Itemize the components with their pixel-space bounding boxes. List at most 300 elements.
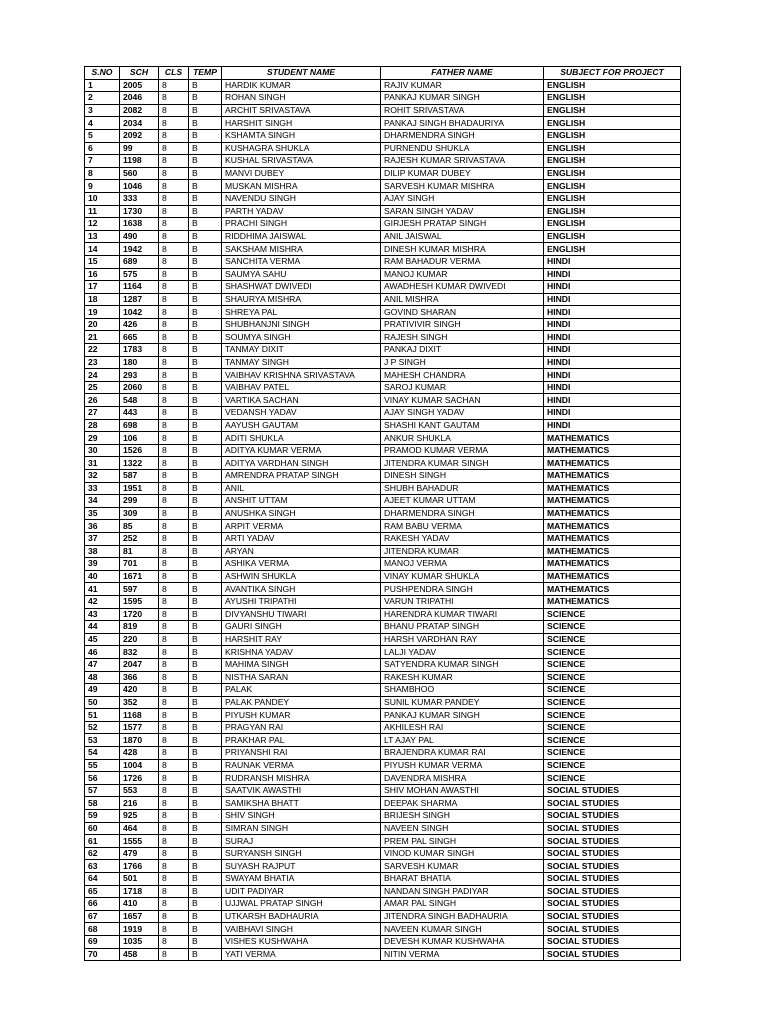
sch-cell: 1046 xyxy=(120,180,159,193)
table-row xyxy=(85,457,681,470)
sch-cell: 1595 xyxy=(120,595,159,608)
table-row xyxy=(85,155,681,168)
sch-cell: 553 xyxy=(120,784,159,797)
table-row xyxy=(85,621,681,634)
temp-cell: B xyxy=(189,205,222,218)
subject-cell: SCIENCE xyxy=(544,721,681,734)
sno-cell: 55 xyxy=(85,759,120,772)
table-row xyxy=(85,721,681,734)
sno-cell: 25 xyxy=(85,381,120,394)
student-name-cell: PIYUSH KUMAR xyxy=(222,709,381,722)
father-name-cell: DHARMENDRA SINGH xyxy=(381,507,544,520)
father-name-cell: RAJESH SINGH xyxy=(381,331,544,344)
sno-cell: 66 xyxy=(85,898,120,911)
sch-cell: 1526 xyxy=(120,444,159,457)
student-name-cell: ANSHIT UTTAM xyxy=(222,495,381,508)
table-row xyxy=(85,583,681,596)
father-name-cell: ROHIT SRIVASTAVA xyxy=(381,104,544,117)
father-name-cell: GOVIND SHARAN xyxy=(381,306,544,319)
cls-cell: 8 xyxy=(159,369,189,382)
subject-cell: MATHEMATICS xyxy=(544,570,681,583)
subject-cell: ENGLISH xyxy=(544,192,681,205)
student-name-cell: KUSHAGRA SHUKLA xyxy=(222,142,381,155)
subject-cell: SOCIAL STUDIES xyxy=(544,935,681,948)
cls-cell: 8 xyxy=(159,507,189,520)
cls-cell: 8 xyxy=(159,835,189,848)
subject-cell: HINDI xyxy=(544,281,681,294)
cls-cell: 8 xyxy=(159,948,189,961)
sch-cell: 1870 xyxy=(120,734,159,747)
father-name-cell: VARUN TRIPATHI xyxy=(381,595,544,608)
header-sno: S.NO xyxy=(85,67,120,80)
temp-cell: B xyxy=(189,646,222,659)
student-name-cell: NISTHA SARAN xyxy=(222,671,381,684)
subject-cell: SCIENCE xyxy=(544,772,681,785)
sno-cell: 13 xyxy=(85,230,120,243)
father-name-cell: NAVEEN SINGH xyxy=(381,822,544,835)
student-name-cell: SIMRAN SINGH xyxy=(222,822,381,835)
student-name-cell: SUYASH RAJPUT xyxy=(222,860,381,873)
student-name-cell: AVANTIKA SINGH xyxy=(222,583,381,596)
student-name-cell: TANMAY SINGH xyxy=(222,356,381,369)
sno-cell: 47 xyxy=(85,658,120,671)
sno-cell: 48 xyxy=(85,671,120,684)
sch-cell: 1726 xyxy=(120,772,159,785)
student-name-cell: ROHAN SINGH xyxy=(222,92,381,105)
temp-cell: B xyxy=(189,444,222,457)
temp-cell: B xyxy=(189,810,222,823)
subject-cell: SOCIAL STUDIES xyxy=(544,822,681,835)
table-row xyxy=(85,696,681,709)
table-row xyxy=(85,759,681,772)
table-row xyxy=(85,797,681,810)
table-row xyxy=(85,407,681,420)
student-name-cell: SAMIKSHA BHATT xyxy=(222,797,381,810)
temp-cell: B xyxy=(189,180,222,193)
sch-cell: 832 xyxy=(120,646,159,659)
cls-cell: 8 xyxy=(159,281,189,294)
sch-cell: 352 xyxy=(120,696,159,709)
table-row xyxy=(85,205,681,218)
sno-cell: 50 xyxy=(85,696,120,709)
table-row xyxy=(85,923,681,936)
father-name-cell: PRATIVIVIR SINGH xyxy=(381,318,544,331)
temp-cell: B xyxy=(189,243,222,256)
father-name-cell: RAM BABU VERMA xyxy=(381,520,544,533)
table-row xyxy=(85,520,681,533)
sno-cell: 14 xyxy=(85,243,120,256)
sch-cell: 587 xyxy=(120,470,159,483)
table-row xyxy=(85,318,681,331)
cls-cell: 8 xyxy=(159,218,189,231)
sno-cell: 5 xyxy=(85,129,120,142)
sno-cell: 56 xyxy=(85,772,120,785)
subject-cell: SCIENCE xyxy=(544,747,681,760)
sno-cell: 24 xyxy=(85,369,120,382)
cls-cell: 8 xyxy=(159,432,189,445)
sch-cell: 1783 xyxy=(120,344,159,357)
father-name-cell: LT AJAY PAL xyxy=(381,734,544,747)
student-name-cell: HARSHIT SINGH xyxy=(222,117,381,130)
sno-cell: 61 xyxy=(85,835,120,848)
sno-cell: 54 xyxy=(85,747,120,760)
cls-cell: 8 xyxy=(159,381,189,394)
temp-cell: B xyxy=(189,658,222,671)
cls-cell: 8 xyxy=(159,822,189,835)
student-name-cell: PRACHI SINGH xyxy=(222,218,381,231)
father-name-cell: PIYUSH KUMAR VERMA xyxy=(381,759,544,772)
subject-cell: HINDI xyxy=(544,255,681,268)
subject-cell: HINDI xyxy=(544,369,681,382)
subject-cell: SOCIAL STUDIES xyxy=(544,873,681,886)
temp-cell: B xyxy=(189,860,222,873)
temp-cell: B xyxy=(189,948,222,961)
sno-cell: 16 xyxy=(85,268,120,281)
father-name-cell: LALJI YADAV xyxy=(381,646,544,659)
temp-cell: B xyxy=(189,558,222,571)
sno-cell: 64 xyxy=(85,873,120,886)
temp-cell: B xyxy=(189,545,222,558)
subject-cell: SOCIAL STUDIES xyxy=(544,910,681,923)
temp-cell: B xyxy=(189,621,222,634)
temp-cell: B xyxy=(189,696,222,709)
sno-cell: 49 xyxy=(85,684,120,697)
table-row xyxy=(85,671,681,684)
header-cls: CLS xyxy=(159,67,189,80)
father-name-cell: SATYENDRA KUMAR SINGH xyxy=(381,658,544,671)
cls-cell: 8 xyxy=(159,898,189,911)
temp-cell: B xyxy=(189,772,222,785)
father-name-cell: JITENDRA KUMAR xyxy=(381,545,544,558)
temp-cell: B xyxy=(189,873,222,886)
sch-cell: 1720 xyxy=(120,608,159,621)
table-row xyxy=(85,192,681,205)
temp-cell: B xyxy=(189,306,222,319)
subject-cell: HINDI xyxy=(544,293,681,306)
temp-cell: B xyxy=(189,457,222,470)
sch-cell: 1042 xyxy=(120,306,159,319)
sch-cell: 333 xyxy=(120,192,159,205)
table-row xyxy=(85,747,681,760)
sno-cell: 37 xyxy=(85,532,120,545)
cls-cell: 8 xyxy=(159,532,189,545)
father-name-cell: VINAY KUMAR SHUKLA xyxy=(381,570,544,583)
student-name-cell: YATI VERMA xyxy=(222,948,381,961)
sno-cell: 31 xyxy=(85,457,120,470)
sno-cell: 27 xyxy=(85,407,120,420)
header-row xyxy=(85,67,681,80)
temp-cell: B xyxy=(189,608,222,621)
table-row xyxy=(85,255,681,268)
subject-cell: HINDI xyxy=(544,419,681,432)
student-name-cell: ARPIT VERMA xyxy=(222,520,381,533)
student-name-cell: KUSHAL SRIVASTAVA xyxy=(222,155,381,168)
sch-cell: 1730 xyxy=(120,205,159,218)
sch-cell: 293 xyxy=(120,369,159,382)
temp-cell: B xyxy=(189,784,222,797)
table-row xyxy=(85,810,681,823)
cls-cell: 8 xyxy=(159,633,189,646)
temp-cell: B xyxy=(189,721,222,734)
temp-cell: B xyxy=(189,835,222,848)
sch-cell: 1718 xyxy=(120,885,159,898)
temp-cell: B xyxy=(189,885,222,898)
father-name-cell: BHANU PRATAP SINGH xyxy=(381,621,544,634)
table-row xyxy=(85,117,681,130)
student-name-cell: PRAGYAN RAI xyxy=(222,721,381,734)
subject-cell: HINDI xyxy=(544,381,681,394)
student-name-cell: AYUSHI TRIPATHI xyxy=(222,595,381,608)
father-name-cell: BRIJESH SINGH xyxy=(381,810,544,823)
sch-cell: 180 xyxy=(120,356,159,369)
sno-cell: 41 xyxy=(85,583,120,596)
student-name-cell: MAHIMA SINGH xyxy=(222,658,381,671)
subject-cell: HINDI xyxy=(544,407,681,420)
cls-cell: 8 xyxy=(159,92,189,105)
sch-cell: 1322 xyxy=(120,457,159,470)
table-row xyxy=(85,595,681,608)
table-row xyxy=(85,444,681,457)
cls-cell: 8 xyxy=(159,205,189,218)
subject-cell: HINDI xyxy=(544,344,681,357)
cls-cell: 8 xyxy=(159,747,189,760)
subject-cell: SOCIAL STUDIES xyxy=(544,797,681,810)
sno-cell: 39 xyxy=(85,558,120,571)
header-student-name: STUDENT NAME xyxy=(222,67,381,80)
student-name-cell: ADITYA VARDHAN SINGH xyxy=(222,457,381,470)
cls-cell: 8 xyxy=(159,935,189,948)
father-name-cell: DHARMENDRA SINGH xyxy=(381,129,544,142)
temp-cell: B xyxy=(189,92,222,105)
sch-cell: 689 xyxy=(120,255,159,268)
subject-cell: MATHEMATICS xyxy=(544,444,681,457)
table-row xyxy=(85,180,681,193)
father-name-cell: PANKAJ SINGH BHADAURIYA xyxy=(381,117,544,130)
table-row xyxy=(85,847,681,860)
sno-cell: 70 xyxy=(85,948,120,961)
sno-cell: 65 xyxy=(85,885,120,898)
sno-cell: 36 xyxy=(85,520,120,533)
temp-cell: B xyxy=(189,117,222,130)
temp-cell: B xyxy=(189,709,222,722)
temp-cell: B xyxy=(189,847,222,860)
sch-cell: 1951 xyxy=(120,482,159,495)
header-father-name: FATHER NAME xyxy=(381,67,544,80)
student-name-cell: SURYANSH SINGH xyxy=(222,847,381,860)
cls-cell: 8 xyxy=(159,759,189,772)
sno-cell: 33 xyxy=(85,482,120,495)
table-row xyxy=(85,860,681,873)
cls-cell: 8 xyxy=(159,180,189,193)
sno-cell: 11 xyxy=(85,205,120,218)
cls-cell: 8 xyxy=(159,646,189,659)
student-name-cell: PALAK xyxy=(222,684,381,697)
sch-cell: 1671 xyxy=(120,570,159,583)
student-name-cell: SAKSHAM MISHRA xyxy=(222,243,381,256)
sno-cell: 38 xyxy=(85,545,120,558)
student-name-cell: KRISHNA YADAV xyxy=(222,646,381,659)
father-name-cell: SUNIL KUMAR PANDEY xyxy=(381,696,544,709)
temp-cell: B xyxy=(189,482,222,495)
table-row xyxy=(85,885,681,898)
cls-cell: 8 xyxy=(159,230,189,243)
sch-cell: 420 xyxy=(120,684,159,697)
father-name-cell: JITENDRA KUMAR SINGH xyxy=(381,457,544,470)
father-name-cell: RAJESH KUMAR SRIVASTAVA xyxy=(381,155,544,168)
father-name-cell: DINESH SINGH xyxy=(381,470,544,483)
sno-cell: 28 xyxy=(85,419,120,432)
sch-cell: 252 xyxy=(120,532,159,545)
temp-cell: B xyxy=(189,356,222,369)
table-row xyxy=(85,281,681,294)
sch-cell: 819 xyxy=(120,621,159,634)
table-row xyxy=(85,432,681,445)
cls-cell: 8 xyxy=(159,394,189,407)
father-name-cell: MANOJ VERMA xyxy=(381,558,544,571)
subject-cell: ENGLISH xyxy=(544,230,681,243)
subject-cell: SOCIAL STUDIES xyxy=(544,923,681,936)
student-name-cell: UDIT PADIYAR xyxy=(222,885,381,898)
sno-cell: 43 xyxy=(85,608,120,621)
cls-cell: 8 xyxy=(159,268,189,281)
subject-cell: SCIENCE xyxy=(544,633,681,646)
table-row xyxy=(85,822,681,835)
temp-cell: B xyxy=(189,495,222,508)
temp-cell: B xyxy=(189,419,222,432)
subject-cell: ENGLISH xyxy=(544,205,681,218)
cls-cell: 8 xyxy=(159,243,189,256)
subject-cell: MATHEMATICS xyxy=(544,583,681,596)
table-row xyxy=(85,684,681,697)
cls-cell: 8 xyxy=(159,444,189,457)
student-name-cell: HARDIK KUMAR xyxy=(222,79,381,92)
student-name-cell: SAUMYA SAHU xyxy=(222,268,381,281)
cls-cell: 8 xyxy=(159,658,189,671)
sno-cell: 26 xyxy=(85,394,120,407)
student-name-cell: SURAJ xyxy=(222,835,381,848)
table-row xyxy=(85,482,681,495)
sch-cell: 1766 xyxy=(120,860,159,873)
table-row xyxy=(85,532,681,545)
sno-cell: 67 xyxy=(85,910,120,923)
sch-cell: 698 xyxy=(120,419,159,432)
sch-cell: 410 xyxy=(120,898,159,911)
sch-cell: 428 xyxy=(120,747,159,760)
student-name-cell: AAYUSH GAUTAM xyxy=(222,419,381,432)
subject-cell: SCIENCE xyxy=(544,709,681,722)
sch-cell: 1657 xyxy=(120,910,159,923)
temp-cell: B xyxy=(189,470,222,483)
cls-cell: 8 xyxy=(159,696,189,709)
sno-cell: 46 xyxy=(85,646,120,659)
temp-cell: B xyxy=(189,595,222,608)
table-row xyxy=(85,293,681,306)
cls-cell: 8 xyxy=(159,721,189,734)
cls-cell: 8 xyxy=(159,860,189,873)
cls-cell: 8 xyxy=(159,923,189,936)
temp-cell: B xyxy=(189,79,222,92)
subject-cell: MATHEMATICS xyxy=(544,495,681,508)
temp-cell: B xyxy=(189,281,222,294)
student-name-cell: HARSHIT RAY xyxy=(222,633,381,646)
subject-cell: MATHEMATICS xyxy=(544,545,681,558)
sno-cell: 8 xyxy=(85,167,120,180)
student-name-cell: ASHWIN SHUKLA xyxy=(222,570,381,583)
father-name-cell: PUSHPENDRA SINGH xyxy=(381,583,544,596)
student-name-cell: ADITI SHUKLA xyxy=(222,432,381,445)
student-name-cell: UJJWAL PRATAP SINGH xyxy=(222,898,381,911)
table-row xyxy=(85,570,681,583)
father-name-cell: PREM PAL SINGH xyxy=(381,835,544,848)
father-name-cell: MANOJ KUMAR xyxy=(381,268,544,281)
temp-cell: B xyxy=(189,394,222,407)
sno-cell: 6 xyxy=(85,142,120,155)
temp-cell: B xyxy=(189,344,222,357)
sno-cell: 20 xyxy=(85,318,120,331)
student-name-cell: ADITYA KUMAR VERMA xyxy=(222,444,381,457)
father-name-cell: PANKAJ KUMAR SINGH xyxy=(381,92,544,105)
sno-cell: 29 xyxy=(85,432,120,445)
student-name-cell: NAVENDU SINGH xyxy=(222,192,381,205)
sch-cell: 220 xyxy=(120,633,159,646)
temp-cell: B xyxy=(189,432,222,445)
table-row xyxy=(85,772,681,785)
father-name-cell: RAJIV KUMAR xyxy=(381,79,544,92)
student-name-cell: RAUNAK VERMA xyxy=(222,759,381,772)
table-row xyxy=(85,948,681,961)
temp-cell: B xyxy=(189,369,222,382)
subject-cell: HINDI xyxy=(544,268,681,281)
father-name-cell: PANKAJ KUMAR SINGH xyxy=(381,709,544,722)
subject-cell: SCIENCE xyxy=(544,684,681,697)
table-row xyxy=(85,495,681,508)
sno-cell: 40 xyxy=(85,570,120,583)
father-name-cell: SHAMBHOO xyxy=(381,684,544,697)
father-name-cell: ANIL JAISWAL xyxy=(381,230,544,243)
cls-cell: 8 xyxy=(159,192,189,205)
table-row xyxy=(85,218,681,231)
table-row xyxy=(85,419,681,432)
table-row xyxy=(85,129,681,142)
sno-cell: 12 xyxy=(85,218,120,231)
father-name-cell: DEVESH KUMAR KUSHWAHA xyxy=(381,935,544,948)
table-row xyxy=(85,79,681,92)
table-row xyxy=(85,873,681,886)
sno-cell: 2 xyxy=(85,92,120,105)
sch-cell: 99 xyxy=(120,142,159,155)
cls-cell: 8 xyxy=(159,910,189,923)
sno-cell: 19 xyxy=(85,306,120,319)
subject-cell: ENGLISH xyxy=(544,243,681,256)
temp-cell: B xyxy=(189,583,222,596)
subject-cell: SOCIAL STUDIES xyxy=(544,898,681,911)
temp-cell: B xyxy=(189,633,222,646)
sno-cell: 17 xyxy=(85,281,120,294)
temp-cell: B xyxy=(189,331,222,344)
table-row xyxy=(85,104,681,117)
temp-cell: B xyxy=(189,318,222,331)
cls-cell: 8 xyxy=(159,344,189,357)
table-row xyxy=(85,709,681,722)
subject-cell: ENGLISH xyxy=(544,218,681,231)
sno-cell: 3 xyxy=(85,104,120,117)
cls-cell: 8 xyxy=(159,520,189,533)
subject-cell: ENGLISH xyxy=(544,180,681,193)
student-name-cell: SHREYA PAL xyxy=(222,306,381,319)
father-name-cell: DEEPAK SHARMA xyxy=(381,797,544,810)
father-name-cell: DILIP KUMAR DUBEY xyxy=(381,167,544,180)
table-row xyxy=(85,898,681,911)
